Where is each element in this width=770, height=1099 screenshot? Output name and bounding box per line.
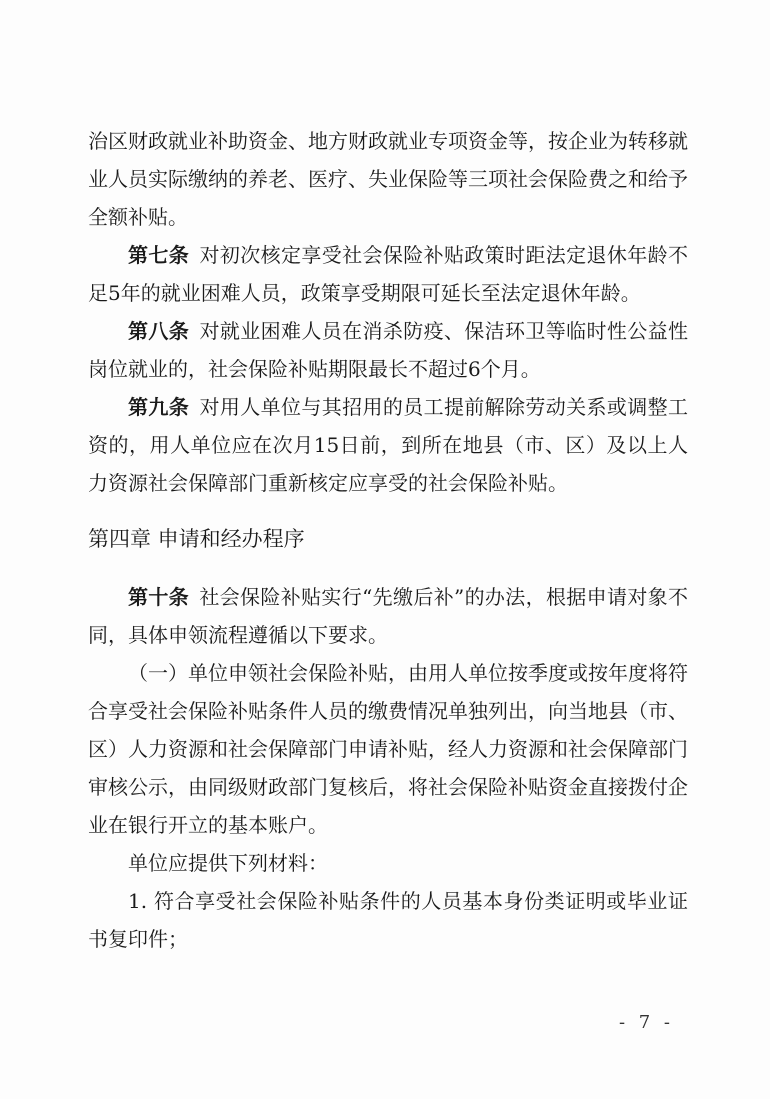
article-heading: 第七条 [128, 243, 190, 267]
paragraph-text: 单位应提供下列材料： [128, 851, 328, 875]
chapter-title: 第四章 申请和经办程序 [88, 527, 305, 551]
article-9 [88, 388, 688, 502]
article-text: 对就业困难人员在消杀防疫、保洁环卫等临时性公益性岗位就业的，社会保险补贴期限最长不超过6个月。 [88, 319, 689, 381]
article-text: 社会保险补贴实行“先缴后补”的办法，根据申请对象不同，具体申领流程遵循以下要求。 [88, 585, 689, 647]
paragraph-continuation [88, 122, 688, 236]
article-10 [88, 578, 688, 654]
paragraph-text: （一）单位申领社会保险补贴，由用人单位按季度或按年度将符合享受社会保险补贴条件人员的缴费情况单独列出，向当地县（市、区）人力资源和社会保障部门申请补贴，经人力资源和社会保障部门审核公示，由同级财政部门复核后，将社会保险补贴资金直接拨付企业在银行开立的基本账户。 [88, 661, 688, 837]
article-text: 对初次核定享受社会保险补贴政策时距法定退休年龄不足5年的就业困难人员，政策享受期限可延长至法定退休年龄。 [88, 243, 689, 305]
paragraph-text: 治区财政就业补助资金、地方财政就业专项资金等，按企业为转移就业人员实际缴纳的养老、医疗、失业保险等三项社会保险费之和给予全额补贴。 [88, 129, 688, 229]
article-heading: 第十条 [128, 585, 190, 609]
materials-item-1 [88, 882, 688, 958]
document-body [88, 122, 688, 958]
article-heading: 第八条 [128, 319, 190, 343]
article-heading: 第九条 [128, 395, 190, 419]
article-text: 对用人单位与其招用的员工提前解除劳动关系或调整工资的，用人单位应在次月15日前，到所在地县（市、区）及以上人力资源社会保障部门重新核定应享受的社会保险补贴。 [88, 395, 689, 495]
article-10-item-1 [88, 654, 688, 844]
page-number: - 7 - [618, 1012, 674, 1033]
article-7 [88, 236, 688, 312]
article-8 [88, 312, 688, 388]
materials-intro [88, 844, 688, 882]
paragraph-text: 1. 符合享受社会保险补贴条件的人员基本身份类证明或毕业证书复印件； [88, 889, 688, 951]
